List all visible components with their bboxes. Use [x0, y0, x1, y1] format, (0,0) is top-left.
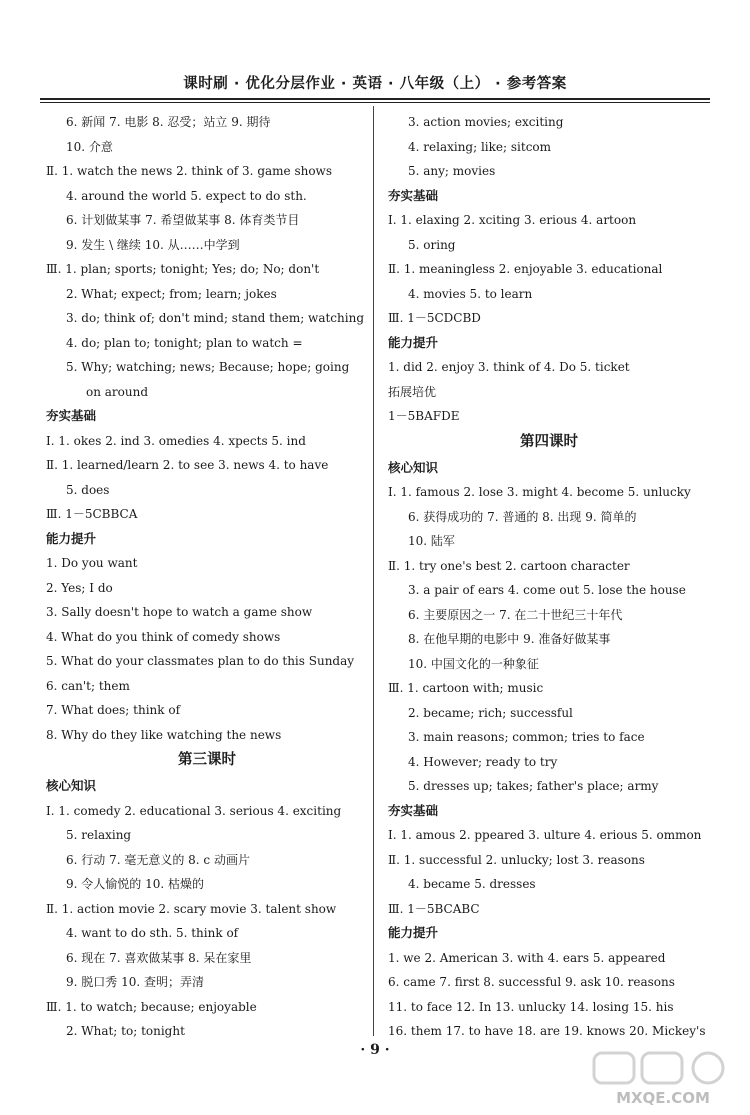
- left-answer-line: 3. Sally doesn't hope to watch a game show: [46, 605, 313, 619]
- right-column: [388, 110, 710, 1044]
- page-number: · 9 ·: [360, 1042, 390, 1058]
- right-answer-line: 5. dresses up; takes; father's place; army: [408, 779, 659, 793]
- right-section-heading: 能力提升: [388, 925, 439, 940]
- left-answer-line: 4. want to do sth. 5. think of: [66, 926, 239, 940]
- left-answer-line: 6. 现在 7. 喜欢做某事 8. 呆在家里: [66, 950, 252, 965]
- left-answer-line: Ⅱ. 1. action movie 2. scary movie 3. talent show: [46, 901, 337, 916]
- left-answer-line: on around: [86, 384, 149, 399]
- left-answer-line: 9. 发生 \ 继续 10. 从……中学到: [66, 237, 240, 252]
- right-answer-line: 3. a pair of ears 4. come out 5. lose the house: [408, 583, 686, 597]
- left-answer-line: 9. 脱口秀 10. 查明；弄清: [66, 975, 204, 989]
- right-answer-line: 1. we 2. American 3. with 4. ears 5. appeared: [388, 950, 666, 965]
- left-column: [46, 110, 368, 1044]
- left-answer-line: 10. 介意: [66, 139, 113, 154]
- right-section-heading: 能力提升: [388, 334, 439, 350]
- left-answer-line: 4. What do you think of comedy shows: [46, 629, 281, 644]
- right-answer-line: Ⅲ. 1－5CDCBD: [388, 311, 481, 325]
- left-answer-line: 7. What does; think of: [46, 703, 181, 717]
- left-answer-line: Ⅱ. 1. learned/learn 2. to see 3. news 4. to have: [46, 458, 329, 472]
- right-answer-line: 4. became 5. dresses: [408, 877, 536, 891]
- right-answer-line: 10. 陆军: [408, 534, 455, 548]
- watermark-logo: [588, 1049, 738, 1109]
- right-answer-line: 11. to face 12. In 13. unlucky 14. losing 15. his: [388, 999, 674, 1014]
- right-section-heading: 夯实基础: [388, 187, 439, 203]
- header-rule-thick: [40, 98, 710, 100]
- right-answer-line: Ⅰ. 1. famous 2. lose 3. might 4. become 5. unlucky: [388, 485, 691, 499]
- right-answer-line: 5. oring: [408, 237, 456, 252]
- right-answer-line: 4. However; ready to try: [408, 754, 558, 769]
- left-answer-line: 6. can't; them: [46, 678, 130, 693]
- left-answer-line: 6. 新闻 7. 电影 8. 忍受；站立 9. 期待: [66, 115, 271, 129]
- left-answer-line: 4. around the world 5. expect to do sth.: [66, 188, 307, 203]
- left-section-heading: 能力提升: [46, 530, 97, 546]
- left-answer-line: Ⅲ. 1. plan; sports; tonight; Yes; do; No; don't: [46, 262, 320, 276]
- left-answer-line: Ⅲ. 1－5CBBCA: [46, 507, 138, 521]
- left-section-heading: 核心知识: [46, 778, 97, 793]
- left-section-heading: 夯实基础: [46, 408, 97, 423]
- left-answer-line: Ⅲ. 1. to watch; because; enjoyable: [46, 999, 257, 1014]
- right-answer-line: 3. action movies; exciting: [408, 115, 564, 129]
- right-answer-line: 10. 中国文化的一种象征: [408, 656, 539, 671]
- right-answer-line: 拓展培优: [388, 384, 437, 399]
- right-answer-line: 8. 在他早期的电影中 9. 准备好做某事: [408, 632, 611, 646]
- left-answer-line: Ⅰ. 1. comedy 2. educational 3. serious 4. exciting: [46, 803, 342, 818]
- left-answer-line: 2. What; expect; from; learn; jokes: [66, 286, 277, 301]
- left-answer-line: 5. What do your classmates plan to do this Sunday: [46, 654, 355, 668]
- left-answer-line: 6. 行动 7. 毫无意义的 8. c 动画片: [66, 852, 250, 867]
- right-lesson-title: 第四课时: [520, 433, 578, 450]
- right-answer-line: Ⅰ. 1. amous 2. ppeared 3. ulture 4. erious 5. ommon: [388, 828, 702, 842]
- left-answer-line: 1. Do you want: [46, 556, 138, 570]
- left-answer-line: 2. Yes; I do: [46, 580, 113, 595]
- right-answer-line: 1. did 2. enjoy 3. think of 4. Do 5. ticket: [388, 360, 630, 374]
- right-answer-line: Ⅱ. 1. successful 2. unlucky; lost 3. reasons: [388, 852, 645, 867]
- left-answer-line: 2. What; to; tonight: [66, 1024, 185, 1038]
- right-answer-line: 5. any; movies: [408, 164, 496, 178]
- left-answer-line: 6. 计划做某事 7. 希望做某事 8. 体育类节目: [66, 213, 300, 227]
- header-rule-thin: [40, 102, 710, 103]
- right-answer-line: 1－5BAFDE: [388, 409, 460, 423]
- right-answer-line: Ⅰ. 1. elaxing 2. xciting 3. erious 4. artoon: [388, 213, 637, 227]
- right-answer-line: Ⅲ. 1. cartoon with; music: [388, 681, 544, 695]
- right-answer-line: 3. main reasons; common; tries to face: [408, 730, 645, 744]
- left-answer-line: 4. do; plan to; tonight; plan to watch =: [66, 335, 303, 350]
- page-header-title: 课时刷 · 优化分层作业 · 英语 · 八年级（上） · 参考答案: [183, 76, 567, 92]
- right-answer-line: 4. relaxing; like; sitcom: [408, 139, 552, 154]
- left-answer-line: 3. do; think of; don't mind; stand them; watching: [66, 311, 365, 325]
- left-answer-line: 5. Why; watching; news; Because; hope; going: [66, 360, 350, 374]
- right-section-heading: 夯实基础: [388, 802, 439, 818]
- right-answer-line: 2. became; rich; successful: [408, 705, 573, 720]
- left-answer-line: Ⅰ. 1. okes 2. ind 3. omedies 4. xpects 5. ind: [46, 433, 306, 448]
- right-answer-line: 6. came 7. first 8. successful 9. ask 10. reasons: [388, 975, 675, 989]
- right-answer-line: 16. them 17. to have 18. are 19. knows 20. Mickey's: [388, 1024, 706, 1038]
- right-answer-line: Ⅱ. 1. meaningless 2. enjoyable 3. educational: [388, 262, 663, 276]
- left-lesson-title: 第三课时: [178, 752, 236, 768]
- left-answer-line: 8. Why do they like watching the news: [46, 727, 282, 742]
- column-divider: [373, 106, 374, 1036]
- left-answer-line: 9. 令人愉悦的 10. 枯燥的: [66, 877, 204, 891]
- right-section-heading: 核心知识: [388, 459, 439, 475]
- left-answer-line: 5. does: [66, 482, 110, 497]
- watermark-text: MXQE.COM: [616, 1089, 710, 1107]
- right-answer-line: 6. 主要原因之一 7. 在二十世纪三十年代: [408, 607, 623, 622]
- left-answer-line: Ⅱ. 1. watch the news 2. think of 3. game shows: [46, 164, 332, 178]
- right-answer-line: 4. movies 5. to learn: [408, 286, 533, 301]
- right-answer-line: 6. 获得成功的 7. 普通的 8. 出现 9. 简单的: [408, 509, 637, 524]
- right-answer-line: Ⅱ. 1. try one's best 2. cartoon character: [388, 558, 630, 573]
- right-answer-line: Ⅲ. 1－5BCABC: [388, 901, 480, 916]
- left-answer-line: 5. relaxing: [66, 828, 132, 842]
